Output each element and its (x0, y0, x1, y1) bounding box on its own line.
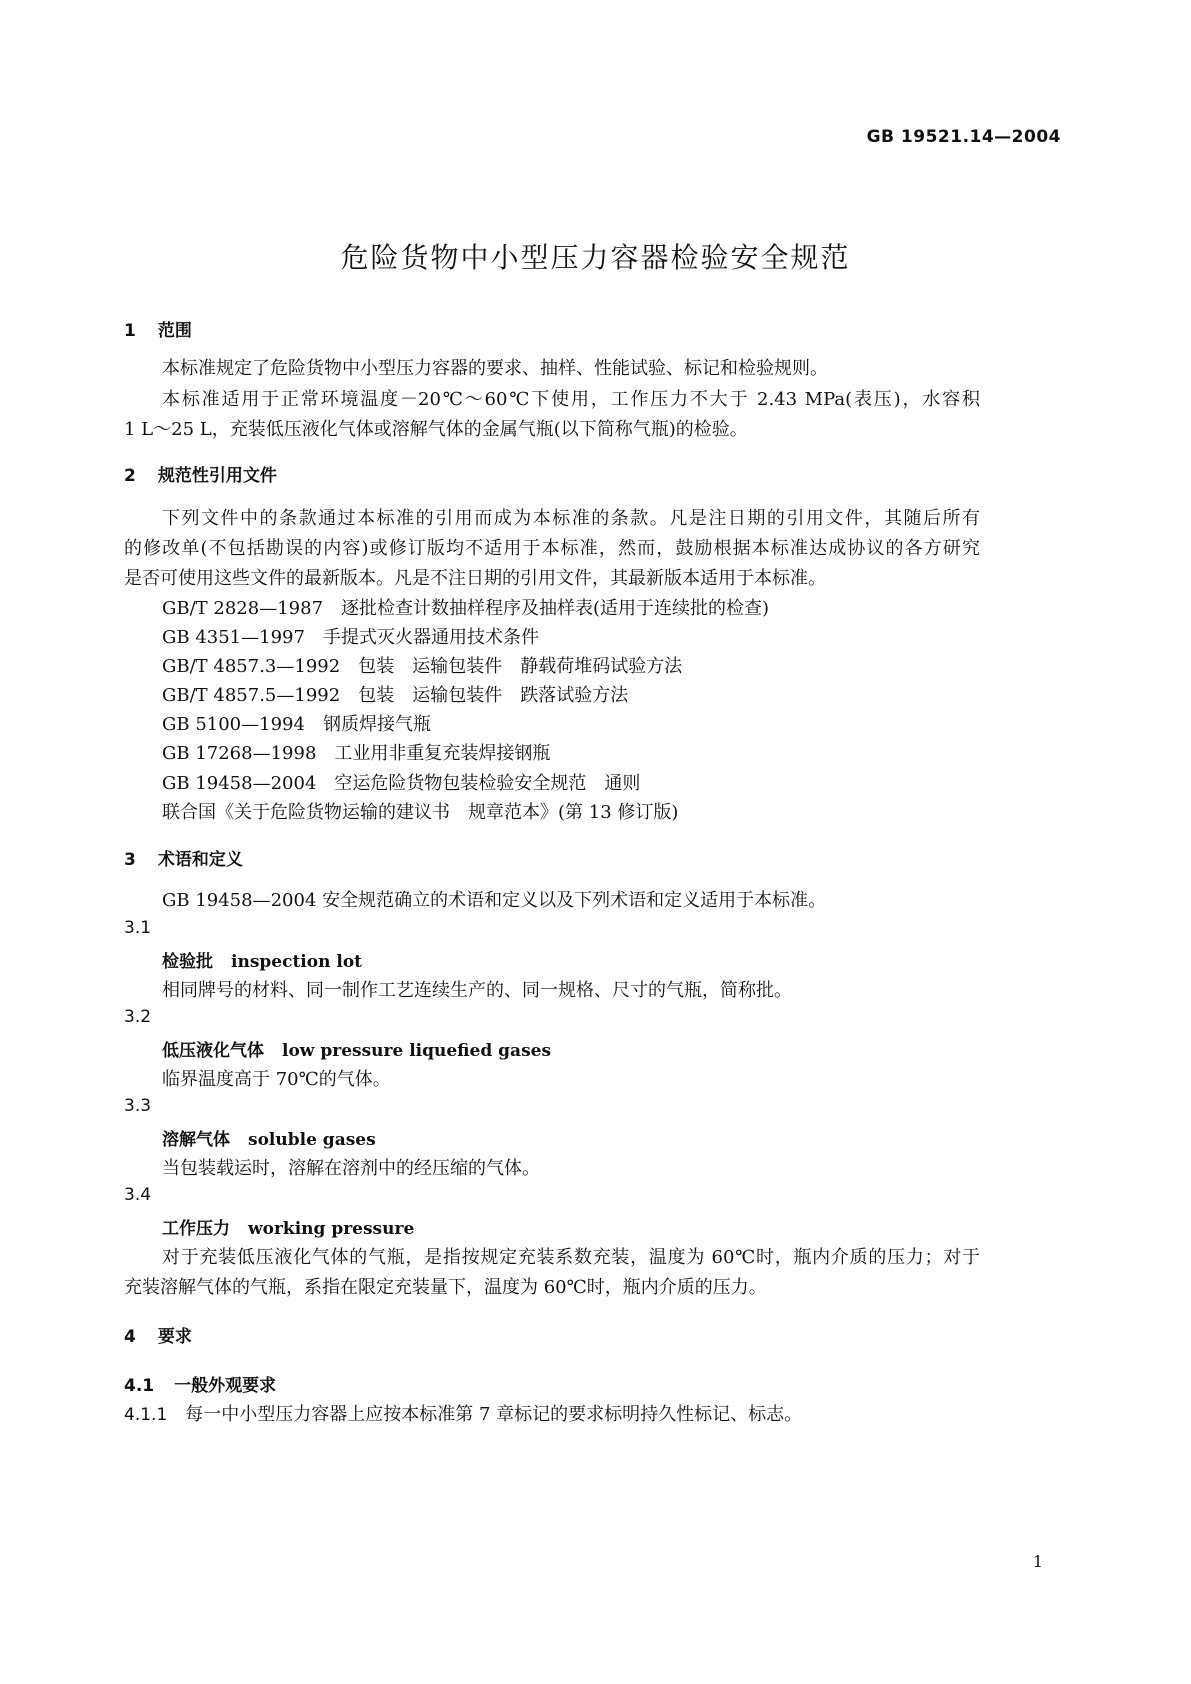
paragraph: 本标准适用于正常环境温度－20℃～60℃下使用，工作压力不大于 2.43 MPa(表压)，水容积 (162, 389, 980, 410)
section-title: 范围 (157, 321, 192, 341)
term-name-en: low pressure liquefied gases (282, 1041, 552, 1061)
section-3-heading (124, 845, 243, 870)
clause-text: 每一中小型压力容器上应按本标准第 7 章标记的要求标明持久性标记、标志。 (185, 1404, 803, 1425)
reference-item: GB/T 2828—1987 逐批检查计数抽样程序及抽样表(适用于连续批的检查) (162, 598, 770, 619)
term-name-en: inspection lot (231, 952, 363, 972)
section-title: 规范性引用文件 (157, 466, 277, 486)
section-number: 2 (124, 466, 136, 486)
section-2-heading (124, 461, 277, 486)
term-number: 3.2 (124, 1007, 152, 1027)
standard-code: GB 19521.14—2004 (866, 127, 1061, 147)
term-name-cn: 低压液化气体 (162, 1041, 264, 1061)
term-name-en: soluble gases (248, 1130, 376, 1150)
term-heading (162, 1036, 551, 1061)
section-number: 1 (124, 321, 136, 341)
term-definition: 当包装载运时，溶解在溶剂中的经压缩的气体。 (162, 1158, 540, 1179)
reference-item: GB 17268—1998 工业用非重复充装焊接钢瓶 (162, 743, 551, 764)
term-definition: 临界温度高于 70℃的气体。 (162, 1069, 391, 1090)
term-heading (162, 947, 362, 972)
clause-item (124, 1400, 802, 1426)
reference-item: GB/T 4857.3—1992 包装 运输包装件 静载荷堆码试验方法 (162, 656, 683, 677)
subsection-title: 一般外观要求 (174, 1376, 277, 1396)
term-heading (162, 1125, 376, 1150)
reference-item: 联合国《关于危险货物运输的建议书 规章范本》(第 13 修订版) (162, 802, 679, 823)
term-definition: 相同牌号的材料、同一制作工艺连续生产的、同一规格、尺寸的气瓶，简称批。 (162, 980, 792, 1001)
reference-item: GB 5100—1994 钢质焊接气瓶 (162, 714, 431, 735)
term-definition: 充装溶解气体的气瓶，系指在限定充装量下，温度为 60℃时，瓶内介质的压力。 (124, 1277, 767, 1298)
section-number: 3 (124, 850, 136, 870)
subsection-number: 4.1 (124, 1376, 155, 1396)
term-name-cn: 工作压力 (162, 1219, 230, 1239)
paragraph: 本标准规定了危险货物中小型压力容器的要求、抽样、性能试验、标记和检验规则。 (162, 358, 828, 379)
term-number: 3.4 (124, 1185, 152, 1205)
paragraph: 下列文件中的条款通过本标准的引用而成为本标准的条款。凡是注日期的引用文件，其随后所有 (162, 508, 980, 529)
term-heading (162, 1214, 414, 1239)
term-name-en: working pressure (248, 1219, 415, 1239)
term-number: 3.3 (124, 1096, 152, 1116)
section-number: 4 (124, 1327, 136, 1347)
term-name-cn: 溶解气体 (162, 1130, 230, 1150)
reference-item: GB 4351—1997 手提式灭火器通用技术条件 (162, 627, 539, 648)
term-name-cn: 检验批 (162, 952, 213, 972)
section-title: 术语和定义 (157, 850, 243, 870)
document-title: 危险货物中小型压力容器检验安全规范 (340, 241, 851, 274)
reference-item: GB/T 4857.5—1992 包装 运输包装件 跌落试验方法 (162, 685, 629, 706)
subsection-heading (124, 1371, 276, 1396)
page-number: 1 (1032, 1552, 1043, 1571)
paragraph: 是否可使用这些文件的最新版本。凡是不注日期的引用文件，其最新版本适用于本标准。 (124, 568, 826, 589)
term-definition: 对于充装低压液化气体的气瓶，是指按规定充装系数充装，温度为 60℃时，瓶内介质的压力；对于 (162, 1247, 980, 1268)
paragraph: GB 19458—2004 安全规范确立的术语和定义以及下列术语和定义适用于本标准。 (162, 890, 827, 911)
paragraph: 的修改单(不包括勘误的内容)或修订版均不适用于本标准，然而，鼓励根据本标准达成协议的各方研究 (124, 538, 980, 559)
section-4-heading (124, 1322, 192, 1347)
section-title: 要求 (157, 1327, 192, 1347)
reference-item: GB 19458—2004 空运危险货物包装检验安全规范 通则 (162, 773, 641, 794)
paragraph: 1 L～25 L，充装低压液化气体或溶解气体的金属气瓶(以下简称气瓶)的检验。 (124, 419, 748, 440)
clause-number: 4.1.1 (124, 1405, 168, 1425)
section-1-heading (124, 316, 192, 341)
term-number: 3.1 (124, 918, 152, 938)
